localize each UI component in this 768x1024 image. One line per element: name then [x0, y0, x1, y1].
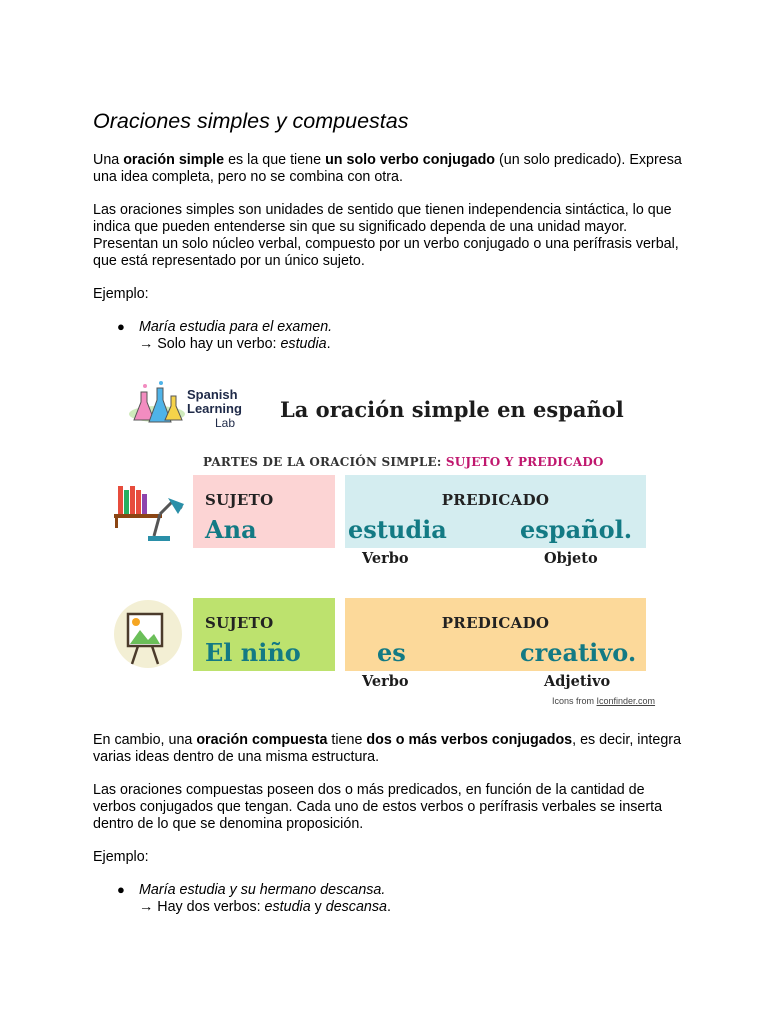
text: .	[326, 336, 331, 352]
paragraph-simple-detail: Las oraciones simples son unidades de sentido que tienen independencia sintáctica, lo que indica que pueden entenderse sin que su significado dependa de una unidad mayor. Presentan un solo núcleo verbal, compuesto por un verbo conjugado o una perífrasis verbal, que está representado por un único sujeto.	[93, 202, 679, 269]
sujeto-label: SUJETO	[205, 491, 274, 509]
bold-term: dos o más verbos conjugados	[366, 732, 573, 748]
parts-heading	[203, 455, 604, 469]
list-item	[117, 319, 683, 353]
infographic-title: La oración simple en español	[280, 397, 624, 422]
text: .	[386, 899, 391, 915]
example-label: Ejemplo:	[93, 286, 149, 302]
verb-value: estudia	[348, 515, 447, 544]
text: Una	[93, 152, 124, 168]
complement-tag: Objeto	[544, 550, 598, 567]
text: es la que tiene	[224, 152, 326, 168]
example-sentence: María estudia y su hermano descansa.	[139, 882, 386, 898]
verb: estudia	[280, 336, 327, 352]
row1-predicado-box	[345, 475, 646, 548]
verb-tag: Verbo	[362, 673, 409, 690]
text: (un solo predicado). Expresa una idea completa, pero no se combina con otra.	[93, 152, 682, 185]
text: Icons from	[552, 696, 597, 706]
verb: descansa	[325, 899, 387, 915]
paragraph-compound-detail: Las oraciones compuestas poseen dos o más predicados, en función de la cantidad de verbos conjugados que tengan. Cada uno de estos verbos o perífrasis verbales se inserta dentro de lo que se denomina proposición.	[93, 782, 663, 832]
easel-painting-icon	[112, 600, 187, 670]
document-top	[93, 108, 683, 369]
text: tiene	[327, 732, 367, 748]
accent-text: SUJETO Y PREDICADO	[445, 455, 604, 469]
example-list	[93, 882, 683, 916]
verb-tag: Verbo	[362, 550, 409, 567]
sujeto-value: Ana	[205, 515, 257, 544]
example-sentence: María estudia para el examen.	[139, 319, 333, 335]
bullet-icon: ●	[117, 319, 125, 334]
paragraph-compound-definition	[93, 732, 683, 766]
document-bottom	[93, 732, 683, 932]
complement-tag: Adjetivo	[544, 673, 611, 690]
text: → Hay dos verbos:	[139, 899, 265, 915]
bullet-icon: ●	[117, 882, 125, 897]
example-list	[93, 319, 683, 353]
text: y	[310, 899, 326, 915]
bold-term: un solo verbo conjugado	[325, 152, 496, 168]
logo-line-2: Lab	[215, 416, 236, 430]
bold-term: oración compuesta	[196, 732, 328, 748]
predicado-label: PREDICADO	[441, 614, 550, 632]
logo-text	[187, 388, 277, 430]
flask-icon	[127, 380, 187, 430]
text: , es decir, integra varias ideas dentro de una misma estructura.	[93, 732, 682, 765]
verb: estudia	[264, 899, 311, 915]
paragraph-simple-definition	[93, 152, 683, 186]
complement-value: creativo.	[520, 638, 637, 667]
logo-line-1: Spanish Learning	[187, 387, 242, 416]
credit-link[interactable]: Iconfinder.com	[596, 696, 656, 706]
example-explanation	[139, 336, 683, 353]
spanish-learning-lab-logo	[127, 380, 277, 430]
predicado-label: PREDICADO	[441, 491, 550, 509]
icon-credit	[552, 696, 655, 706]
example-label: Ejemplo:	[93, 849, 149, 865]
infographic	[110, 376, 660, 711]
sujeto-value: El niño	[205, 638, 301, 667]
sujeto-label: SUJETO	[205, 614, 274, 632]
list-item	[117, 882, 683, 916]
books-lamp-icon	[112, 480, 187, 548]
text: → Solo hay un verbo:	[139, 336, 281, 352]
text: PARTES DE LA ORACIÓN SIMPLE:	[203, 455, 446, 469]
bold-term: oración simple	[123, 152, 225, 168]
row1-sujeto-box	[193, 475, 335, 548]
example-explanation	[139, 899, 683, 916]
verb-value: es	[377, 638, 406, 667]
complement-value: español.	[520, 515, 633, 544]
text: En cambio, una	[93, 732, 197, 748]
row2-sujeto-box	[193, 598, 335, 671]
page-title: Oraciones simples y compuestas	[93, 109, 409, 133]
row2-predicado-box	[345, 598, 646, 671]
